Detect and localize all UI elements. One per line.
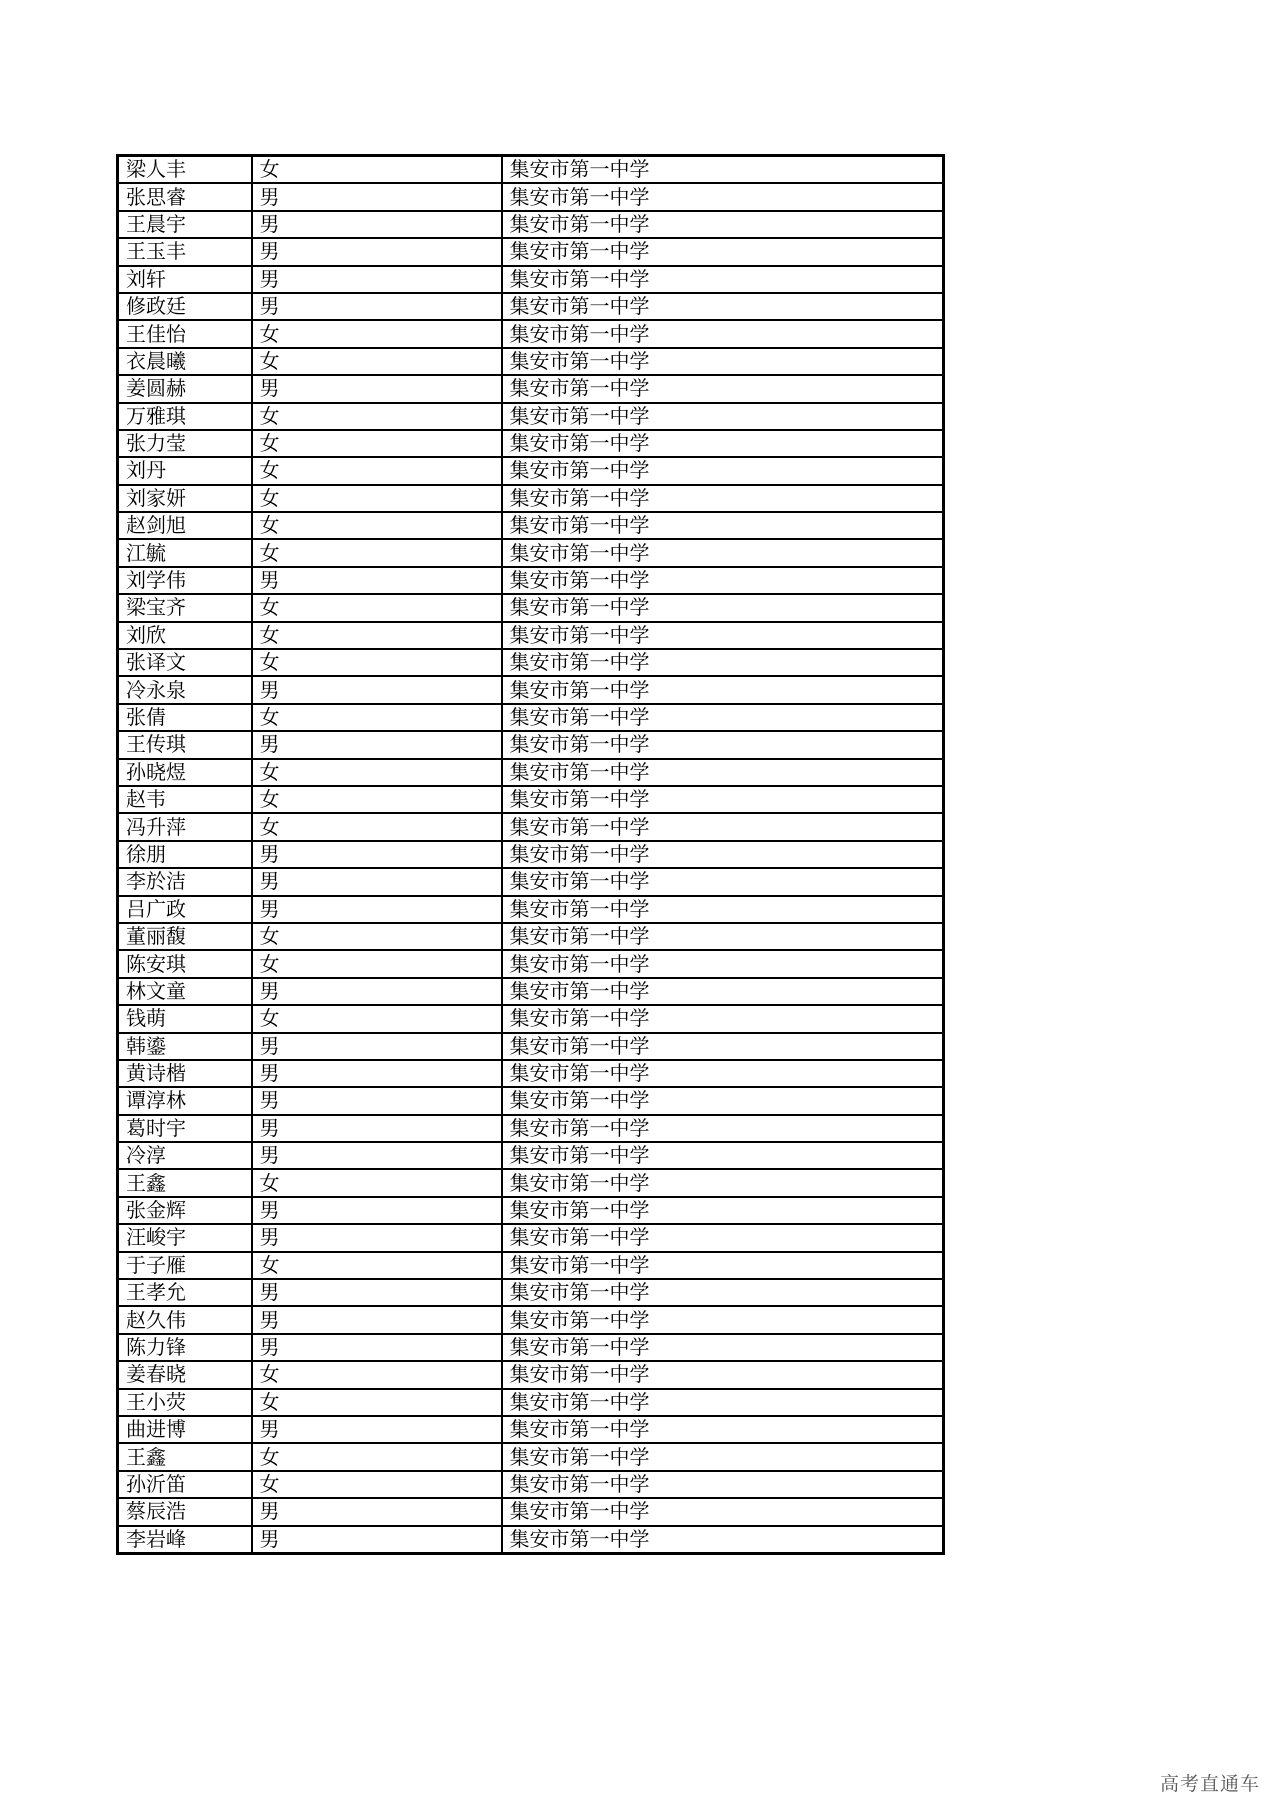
student-name-cell: 陈安琪 bbox=[118, 950, 252, 977]
school-cell: 集安市第一中学 bbox=[502, 978, 944, 1005]
school-cell: 集安市第一中学 bbox=[502, 1005, 944, 1032]
school-cell: 集安市第一中学 bbox=[502, 430, 944, 457]
table-row bbox=[118, 759, 944, 786]
table-row bbox=[118, 156, 944, 184]
student-name-cell: 王孝允 bbox=[118, 1279, 252, 1306]
school-cell: 集安市第一中学 bbox=[502, 1334, 944, 1361]
gender-cell: 女 bbox=[252, 485, 502, 512]
gender-cell: 女 bbox=[252, 1471, 502, 1498]
table-row bbox=[118, 1416, 944, 1443]
roster-body bbox=[118, 156, 944, 1554]
school-cell: 集安市第一中学 bbox=[502, 704, 944, 731]
gender-cell: 女 bbox=[252, 923, 502, 950]
school-cell: 集安市第一中学 bbox=[502, 1197, 944, 1224]
gender-cell: 女 bbox=[252, 1252, 502, 1279]
watermark-text: 高考直通车 bbox=[1159, 1773, 1260, 1795]
student-name-cell: 刘欣 bbox=[118, 622, 252, 649]
student-name-cell: 孙沂笛 bbox=[118, 1471, 252, 1498]
table-row bbox=[118, 1142, 944, 1169]
school-cell: 集安市第一中学 bbox=[502, 403, 944, 430]
school-cell: 集安市第一中学 bbox=[502, 485, 944, 512]
table-row bbox=[118, 1224, 944, 1251]
gender-cell: 男 bbox=[252, 1087, 502, 1114]
table-row bbox=[118, 868, 944, 895]
student-name-cell: 葛时宇 bbox=[118, 1115, 252, 1142]
school-cell: 集安市第一中学 bbox=[502, 156, 944, 184]
school-cell: 集安市第一中学 bbox=[502, 896, 944, 923]
student-name-cell: 赵久伟 bbox=[118, 1306, 252, 1333]
student-name-cell: 万雅琪 bbox=[118, 403, 252, 430]
gender-cell: 男 bbox=[252, 1526, 502, 1554]
gender-cell: 男 bbox=[252, 1279, 502, 1306]
gender-cell: 女 bbox=[252, 786, 502, 813]
table-row bbox=[118, 567, 944, 594]
table-row bbox=[118, 266, 944, 293]
gender-cell: 男 bbox=[252, 1142, 502, 1169]
gender-cell: 男 bbox=[252, 293, 502, 320]
gender-cell: 男 bbox=[252, 266, 502, 293]
table-row bbox=[118, 923, 944, 950]
student-name-cell: 江毓 bbox=[118, 539, 252, 566]
gender-cell: 男 bbox=[252, 1224, 502, 1251]
student-name-cell: 修政廷 bbox=[118, 293, 252, 320]
gender-cell: 男 bbox=[252, 731, 502, 758]
school-cell: 集安市第一中学 bbox=[502, 923, 944, 950]
student-name-cell: 汪峻宇 bbox=[118, 1224, 252, 1251]
table-row bbox=[118, 1498, 944, 1525]
gender-cell: 男 bbox=[252, 868, 502, 895]
school-cell: 集安市第一中学 bbox=[502, 567, 944, 594]
school-cell: 集安市第一中学 bbox=[502, 1060, 944, 1087]
gender-cell: 女 bbox=[252, 622, 502, 649]
student-name-cell: 赵韦 bbox=[118, 786, 252, 813]
school-cell: 集安市第一中学 bbox=[502, 1498, 944, 1525]
table-row bbox=[118, 1252, 944, 1279]
table-row bbox=[118, 183, 944, 210]
student-name-cell: 张金辉 bbox=[118, 1197, 252, 1224]
gender-cell: 女 bbox=[252, 512, 502, 539]
table-row bbox=[118, 594, 944, 621]
table-row bbox=[118, 375, 944, 402]
table-row bbox=[118, 1334, 944, 1361]
table-row bbox=[118, 1060, 944, 1087]
table-row bbox=[118, 731, 944, 758]
student-name-cell: 衣晨曦 bbox=[118, 348, 252, 375]
school-cell: 集安市第一中学 bbox=[502, 1252, 944, 1279]
gender-cell: 女 bbox=[252, 403, 502, 430]
gender-cell: 男 bbox=[252, 841, 502, 868]
school-cell: 集安市第一中学 bbox=[502, 1224, 944, 1251]
table-row bbox=[118, 512, 944, 539]
school-cell: 集安市第一中学 bbox=[502, 759, 944, 786]
table-row bbox=[118, 649, 944, 676]
gender-cell: 男 bbox=[252, 896, 502, 923]
table-row bbox=[118, 485, 944, 512]
school-cell: 集安市第一中学 bbox=[502, 676, 944, 703]
table-row bbox=[118, 348, 944, 375]
gender-cell: 女 bbox=[252, 457, 502, 484]
table-row bbox=[118, 1526, 944, 1554]
school-cell: 集安市第一中学 bbox=[502, 238, 944, 265]
school-cell: 集安市第一中学 bbox=[502, 649, 944, 676]
school-cell: 集安市第一中学 bbox=[502, 348, 944, 375]
school-cell: 集安市第一中学 bbox=[502, 950, 944, 977]
student-name-cell: 董丽馥 bbox=[118, 923, 252, 950]
table-row bbox=[118, 1005, 944, 1032]
school-cell: 集安市第一中学 bbox=[502, 1361, 944, 1388]
student-name-cell: 蔡辰浩 bbox=[118, 1498, 252, 1525]
school-cell: 集安市第一中学 bbox=[502, 1471, 944, 1498]
student-name-cell: 梁宝齐 bbox=[118, 594, 252, 621]
student-name-cell: 刘家妍 bbox=[118, 485, 252, 512]
student-name-cell: 李於洁 bbox=[118, 868, 252, 895]
student-name-cell: 徐朋 bbox=[118, 841, 252, 868]
gender-cell: 男 bbox=[252, 1197, 502, 1224]
school-cell: 集安市第一中学 bbox=[502, 1033, 944, 1060]
gender-cell: 女 bbox=[252, 156, 502, 184]
school-cell: 集安市第一中学 bbox=[502, 1416, 944, 1443]
student-name-cell: 刘轩 bbox=[118, 266, 252, 293]
student-name-cell: 王佳怡 bbox=[118, 320, 252, 347]
table-row bbox=[118, 786, 944, 813]
school-cell: 集安市第一中学 bbox=[502, 1169, 944, 1196]
gender-cell: 男 bbox=[252, 1033, 502, 1060]
table-row bbox=[118, 1197, 944, 1224]
student-name-cell: 钱萌 bbox=[118, 1005, 252, 1032]
gender-cell: 女 bbox=[252, 1361, 502, 1388]
gender-cell: 女 bbox=[252, 813, 502, 840]
school-cell: 集安市第一中学 bbox=[502, 539, 944, 566]
table-row bbox=[118, 430, 944, 457]
student-name-cell: 张译文 bbox=[118, 649, 252, 676]
school-cell: 集安市第一中学 bbox=[502, 457, 944, 484]
student-name-cell: 冷淳 bbox=[118, 1142, 252, 1169]
table-row bbox=[118, 457, 944, 484]
school-cell: 集安市第一中学 bbox=[502, 320, 944, 347]
table-row bbox=[118, 403, 944, 430]
school-cell: 集安市第一中学 bbox=[502, 211, 944, 238]
student-name-cell: 姜圆赫 bbox=[118, 375, 252, 402]
school-cell: 集安市第一中学 bbox=[502, 266, 944, 293]
student-name-cell: 韩鎏 bbox=[118, 1033, 252, 1060]
student-name-cell: 张力莹 bbox=[118, 430, 252, 457]
table-row bbox=[118, 813, 944, 840]
table-row bbox=[118, 320, 944, 347]
school-cell: 集安市第一中学 bbox=[502, 1389, 944, 1416]
table-row bbox=[118, 1115, 944, 1142]
table-row bbox=[118, 211, 944, 238]
gender-cell: 女 bbox=[252, 1005, 502, 1032]
gender-cell: 男 bbox=[252, 1498, 502, 1525]
student-name-cell: 于子雁 bbox=[118, 1252, 252, 1279]
gender-cell: 女 bbox=[252, 649, 502, 676]
gender-cell: 女 bbox=[252, 320, 502, 347]
gender-cell: 女 bbox=[252, 759, 502, 786]
gender-cell: 男 bbox=[252, 1060, 502, 1087]
table-row bbox=[118, 841, 944, 868]
student-name-cell: 孙晓煜 bbox=[118, 759, 252, 786]
gender-cell: 女 bbox=[252, 430, 502, 457]
table-row bbox=[118, 896, 944, 923]
gender-cell: 男 bbox=[252, 1115, 502, 1142]
gender-cell: 男 bbox=[252, 978, 502, 1005]
student-name-cell: 王小荧 bbox=[118, 1389, 252, 1416]
school-cell: 集安市第一中学 bbox=[502, 1142, 944, 1169]
school-cell: 集安市第一中学 bbox=[502, 183, 944, 210]
table-row bbox=[118, 1033, 944, 1060]
school-cell: 集安市第一中学 bbox=[502, 512, 944, 539]
table-row bbox=[118, 1306, 944, 1333]
student-name-cell: 曲进博 bbox=[118, 1416, 252, 1443]
table-row bbox=[118, 238, 944, 265]
table-row bbox=[118, 1169, 944, 1196]
student-name-cell: 黄诗楷 bbox=[118, 1060, 252, 1087]
school-cell: 集安市第一中学 bbox=[502, 1087, 944, 1114]
table-row bbox=[118, 1087, 944, 1114]
gender-cell: 女 bbox=[252, 1443, 502, 1470]
gender-cell: 男 bbox=[252, 211, 502, 238]
student-name-cell: 王玉丰 bbox=[118, 238, 252, 265]
school-cell: 集安市第一中学 bbox=[502, 1306, 944, 1333]
student-name-cell: 刘丹 bbox=[118, 457, 252, 484]
school-cell: 集安市第一中学 bbox=[502, 731, 944, 758]
school-cell: 集安市第一中学 bbox=[502, 594, 944, 621]
school-cell: 集安市第一中学 bbox=[502, 786, 944, 813]
table-row bbox=[118, 950, 944, 977]
school-cell: 集安市第一中学 bbox=[502, 1443, 944, 1470]
table-row bbox=[118, 622, 944, 649]
student-name-cell: 张思睿 bbox=[118, 183, 252, 210]
student-name-cell: 王传琪 bbox=[118, 731, 252, 758]
gender-cell: 女 bbox=[252, 704, 502, 731]
table-row bbox=[118, 1389, 944, 1416]
table-row bbox=[118, 1279, 944, 1306]
table-row bbox=[118, 293, 944, 320]
table-row bbox=[118, 1361, 944, 1388]
gender-cell: 女 bbox=[252, 594, 502, 621]
gender-cell: 男 bbox=[252, 676, 502, 703]
student-name-cell: 王晨宇 bbox=[118, 211, 252, 238]
table-row bbox=[118, 978, 944, 1005]
school-cell: 集安市第一中学 bbox=[502, 293, 944, 320]
school-cell: 集安市第一中学 bbox=[502, 375, 944, 402]
school-cell: 集安市第一中学 bbox=[502, 1526, 944, 1554]
gender-cell: 男 bbox=[252, 567, 502, 594]
school-cell: 集安市第一中学 bbox=[502, 1279, 944, 1306]
table-row bbox=[118, 539, 944, 566]
gender-cell: 男 bbox=[252, 1334, 502, 1361]
student-name-cell: 陈力锋 bbox=[118, 1334, 252, 1361]
table-row bbox=[118, 1471, 944, 1498]
student-name-cell: 梁人丰 bbox=[118, 156, 252, 184]
student-name-cell: 李岩峰 bbox=[118, 1526, 252, 1554]
student-name-cell: 赵剑旭 bbox=[118, 512, 252, 539]
gender-cell: 女 bbox=[252, 539, 502, 566]
student-name-cell: 冷永泉 bbox=[118, 676, 252, 703]
gender-cell: 女 bbox=[252, 1169, 502, 1196]
student-roster-table bbox=[116, 154, 945, 1555]
student-name-cell: 王鑫 bbox=[118, 1443, 252, 1470]
gender-cell: 男 bbox=[252, 183, 502, 210]
table-row bbox=[118, 704, 944, 731]
gender-cell: 女 bbox=[252, 348, 502, 375]
gender-cell: 男 bbox=[252, 1306, 502, 1333]
gender-cell: 男 bbox=[252, 238, 502, 265]
student-name-cell: 林文童 bbox=[118, 978, 252, 1005]
gender-cell: 男 bbox=[252, 375, 502, 402]
school-cell: 集安市第一中学 bbox=[502, 622, 944, 649]
gender-cell: 女 bbox=[252, 1389, 502, 1416]
student-name-cell: 张倩 bbox=[118, 704, 252, 731]
table-row bbox=[118, 1443, 944, 1470]
gender-cell: 女 bbox=[252, 950, 502, 977]
school-cell: 集安市第一中学 bbox=[502, 868, 944, 895]
student-name-cell: 吕广政 bbox=[118, 896, 252, 923]
gender-cell: 男 bbox=[252, 1416, 502, 1443]
student-name-cell: 王鑫 bbox=[118, 1169, 252, 1196]
school-cell: 集安市第一中学 bbox=[502, 841, 944, 868]
student-name-cell: 姜春晓 bbox=[118, 1361, 252, 1388]
school-cell: 集安市第一中学 bbox=[502, 813, 944, 840]
school-cell: 集安市第一中学 bbox=[502, 1115, 944, 1142]
student-name-cell: 刘学伟 bbox=[118, 567, 252, 594]
table-row bbox=[118, 676, 944, 703]
student-name-cell: 冯升萍 bbox=[118, 813, 252, 840]
student-name-cell: 谭淳林 bbox=[118, 1087, 252, 1114]
